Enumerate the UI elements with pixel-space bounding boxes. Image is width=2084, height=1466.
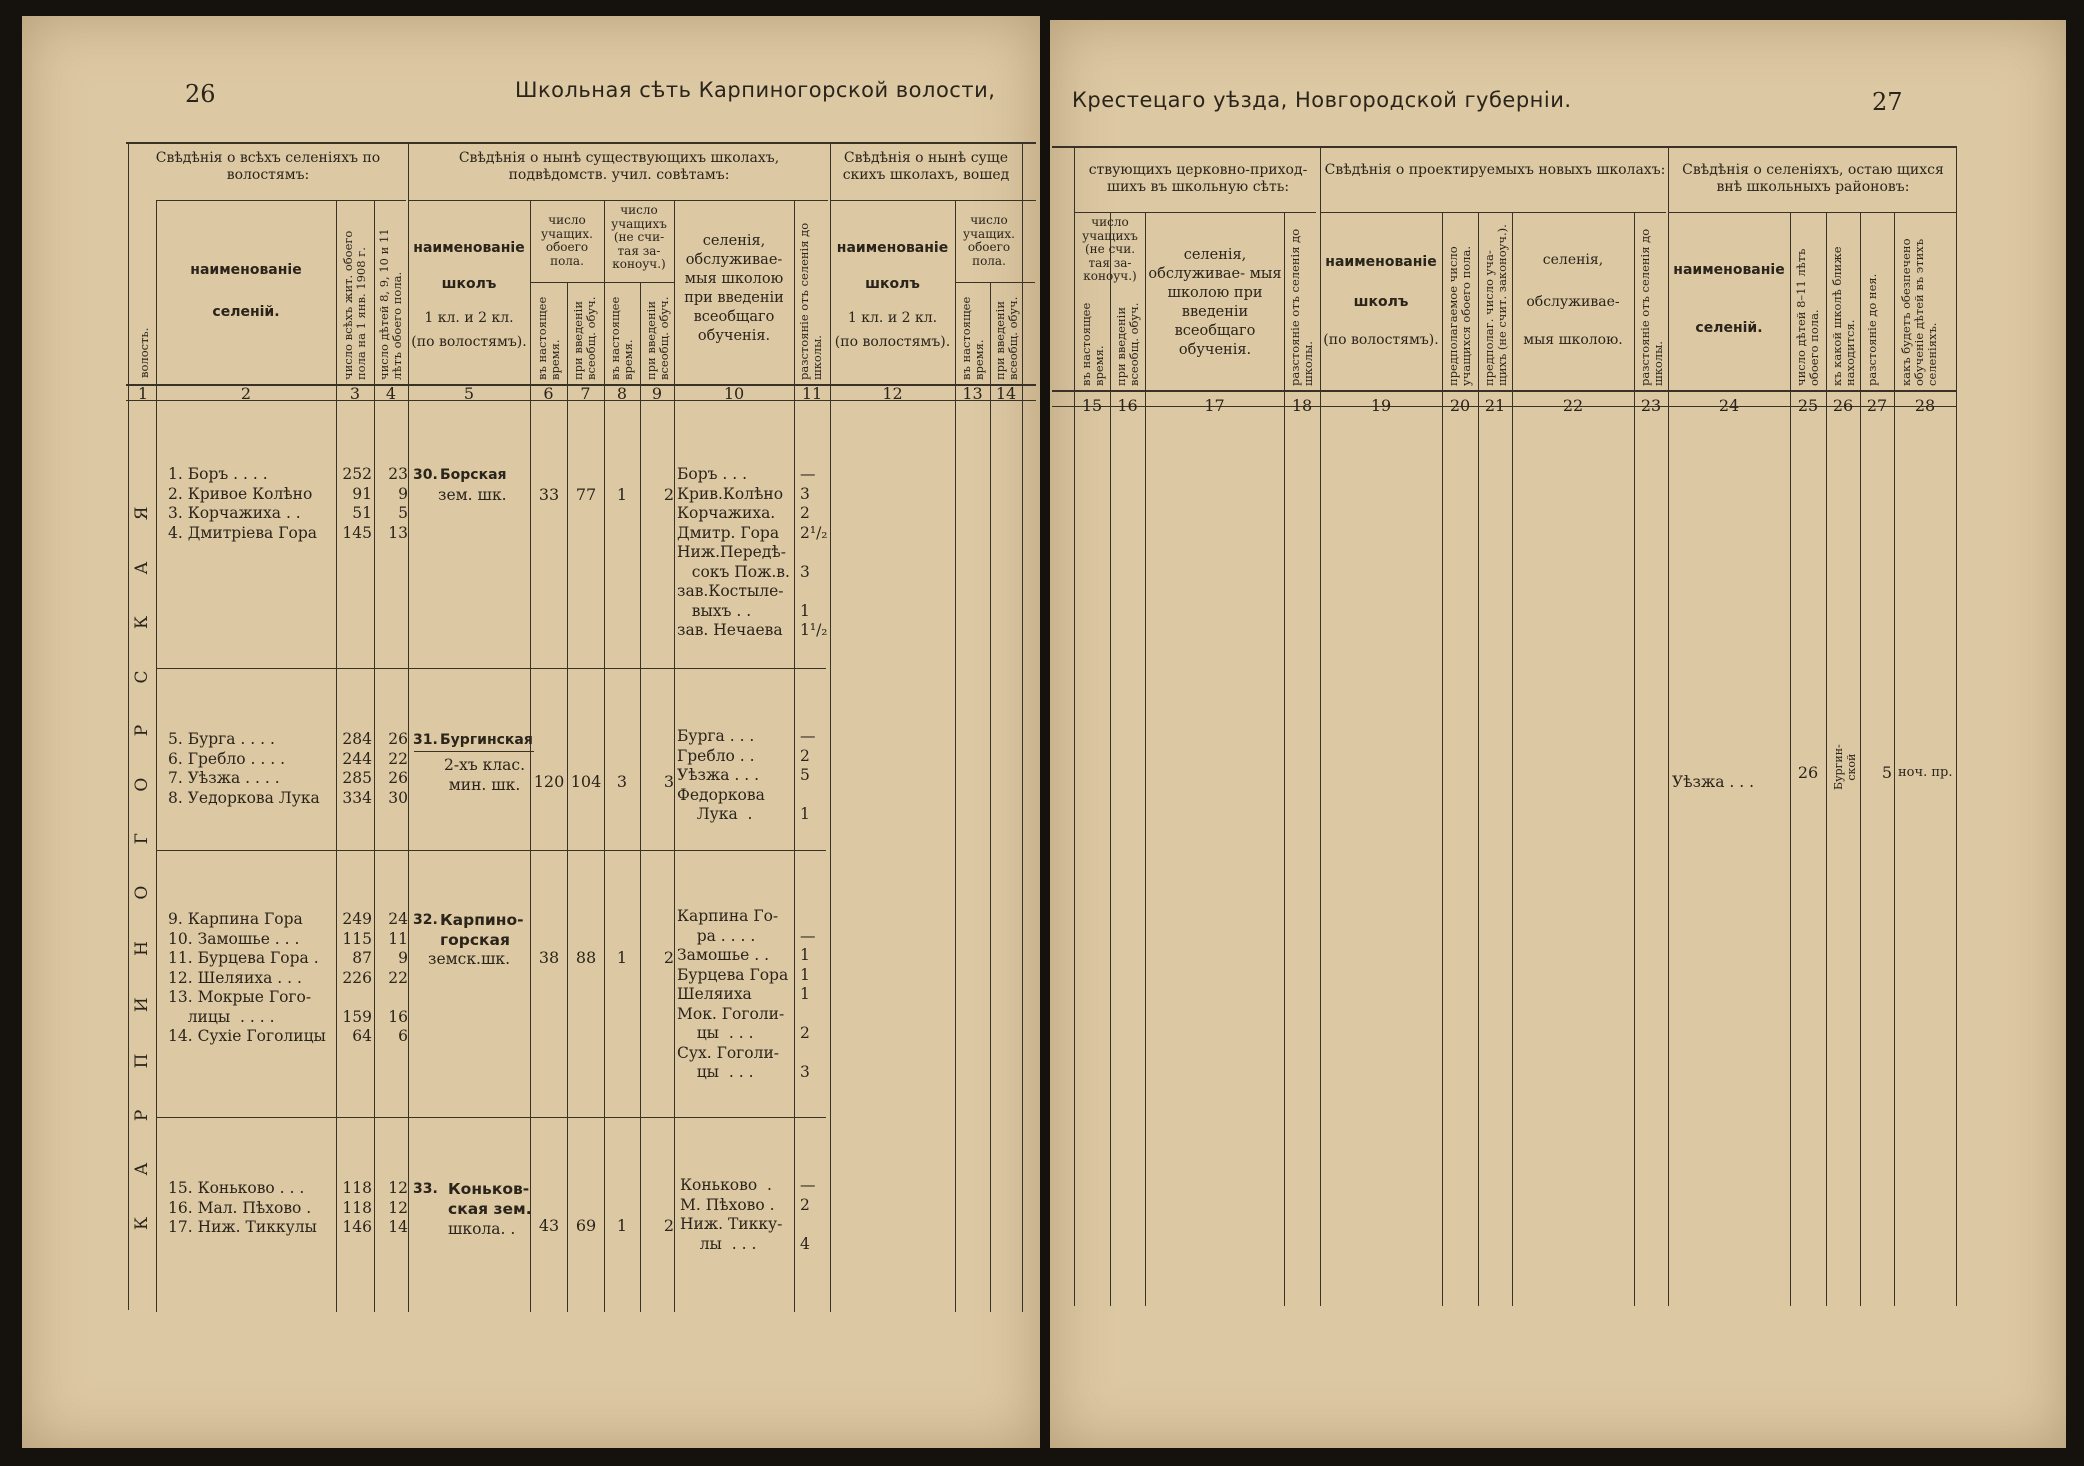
group4-col9: 2 bbox=[663, 1216, 674, 1235]
group3-served: Карпина Го- ра . . . . Замошье . . Бурцева Гора Шеляиха Мок. Гоголи- цы . . . Сух. Гоголи- цы . . . bbox=[677, 907, 789, 1081]
group2-population: 284 244 285 334 bbox=[342, 730, 372, 807]
group2-col8: 3 bbox=[616, 772, 628, 791]
header-nearest-d: къ какой школѣ ближе находится. bbox=[1830, 246, 1857, 386]
col-num: 15 bbox=[1081, 396, 1103, 415]
header-village-name: наименованіе bbox=[190, 262, 302, 278]
group3-school-type: земск.шк. bbox=[428, 950, 511, 968]
group1-population: 252 91 51 145 bbox=[342, 465, 372, 542]
header-school-name-b4: (по волостямъ). bbox=[834, 334, 951, 350]
group3-col8: 1 bbox=[616, 948, 628, 967]
header-served-b: селенія, обслуживае- мыя школою при введеніи всеобщаго обученія. bbox=[1148, 247, 1282, 358]
header-distance-d: разстояніе до нея. bbox=[1865, 273, 1879, 386]
group2-villages: 5. Бурга . . . . 6. Гребло . . . . 7. Уѣзжа . . . . 8. Уедоркова Лука bbox=[168, 730, 320, 807]
group3-school-num: 32. bbox=[413, 912, 438, 928]
group3-col9: 2 bbox=[663, 948, 674, 967]
group4-served: Коньково . М. Пѣхово . Ниж. Тикку- лы . . . bbox=[680, 1176, 783, 1253]
header-distance: разстояніе отъ селенія до школы. bbox=[797, 222, 824, 380]
group3-col6: 38 bbox=[538, 948, 560, 967]
group2-school-type: 2-хъ клас. мин. шк. bbox=[444, 756, 526, 794]
group1-school-type: зем. шк. bbox=[438, 486, 507, 504]
group2-outside-nearest: Бургин- ской bbox=[1832, 744, 1858, 790]
col-num: 10 bbox=[723, 384, 745, 403]
header-distance-b: разстояніе отъ селенія до школы. bbox=[1288, 228, 1315, 386]
group2-school-name: Бургинская bbox=[440, 732, 533, 748]
col-num: 23 bbox=[1640, 396, 1662, 415]
header-pupils: число учащих. обоего пола. bbox=[541, 213, 593, 268]
col-num: 19 bbox=[1370, 396, 1392, 415]
header-univ-a: при введеніи всеобщ. обуч. bbox=[571, 296, 598, 380]
group4-col8: 1 bbox=[616, 1216, 628, 1235]
header-school-c2: школъ bbox=[1353, 294, 1409, 310]
group2-col9: 3 bbox=[663, 772, 674, 791]
header-univ-d: при введеніи всеобщ. обуч. bbox=[1114, 302, 1141, 386]
group2-children: 26 22 26 30 bbox=[388, 730, 408, 807]
group2-school-num: 31. bbox=[413, 732, 438, 748]
header-served-c2: обслуживае- bbox=[1526, 294, 1620, 310]
header-school-c1: наименованіе bbox=[1325, 254, 1437, 270]
col-num: 9 bbox=[651, 384, 663, 403]
col-num: 16 bbox=[1117, 396, 1138, 415]
col-num: 25 bbox=[1797, 396, 1819, 415]
col-num: 7 bbox=[580, 384, 591, 403]
header-group-outside-villages: Свѣдѣнія о селеніяхъ, остаю щихся внѣ школьныхъ районовъ: bbox=[1682, 162, 1944, 195]
group4-school-type: школа. . bbox=[448, 1220, 516, 1238]
col-num: 24 bbox=[1718, 396, 1740, 415]
col-num: 28 bbox=[1914, 396, 1936, 415]
group3-population: 249 115 87 226 159 64 bbox=[342, 910, 372, 1045]
group1-col8: 1 bbox=[616, 485, 628, 504]
col-num: 3 bbox=[349, 384, 361, 403]
col-num: 27 bbox=[1866, 396, 1888, 415]
header-pupils-b: число учащих. обоего пола. bbox=[963, 213, 1015, 268]
col-num: 4 bbox=[385, 384, 397, 403]
header-how-d: какъ будетъ обезпечено обученіе дѣтей въ этихъ селеніяхъ. bbox=[1899, 238, 1939, 386]
header-group-church-schools-cont: ствующихъ церковно-приход- шихъ въ школьную сѣть: bbox=[1088, 162, 1308, 195]
group1-school-name: Борская bbox=[440, 467, 507, 483]
header-group-existing-schools: Свѣдѣнія о нынѣ существующихъ школахъ, подвѣдомств. учил. совѣтамъ: bbox=[458, 150, 780, 183]
group3-distance: — 1 1 1 2 3 bbox=[800, 926, 816, 1081]
group2-distance: — 2 5 1 bbox=[800, 727, 816, 823]
group4-villages: 15. Коньково . . . 16. Мал. Пѣхово . 17. Ниж. Тиккулы bbox=[168, 1179, 317, 1236]
header-volost: волость. bbox=[137, 327, 151, 378]
group4-children: 12 12 14 bbox=[388, 1179, 408, 1236]
header-served: селенія, обслуживае- мыя школою при введеніи всеобщаго обученія. bbox=[684, 233, 784, 344]
col-num: 21 bbox=[1484, 396, 1506, 415]
header-village-d2: селеній. bbox=[1695, 320, 1763, 336]
right-page-number: 27 bbox=[1872, 88, 1903, 116]
group1-col6: 33 bbox=[538, 485, 560, 504]
group2-outside-children: 26 bbox=[1797, 763, 1819, 782]
header-now-a: въ настоящее время. bbox=[535, 296, 562, 380]
group4-col7: 69 bbox=[575, 1216, 597, 1235]
group2-outside-how: ноч. пр. bbox=[1898, 765, 1953, 780]
header-school-name: наименованіе bbox=[413, 240, 525, 256]
header-school-name-b2: школъ bbox=[865, 276, 920, 292]
header-proj-teachers: предполаг. число уча- щихъ (не счит. законоуч.). bbox=[1482, 224, 1509, 386]
group2-outside-village: Уѣзжа . . . bbox=[1672, 773, 1755, 791]
col-num: 1 bbox=[137, 384, 149, 403]
group4-population: 118 118 146 bbox=[342, 1179, 372, 1236]
col-num: 26 bbox=[1832, 396, 1854, 415]
header-now-c: въ настоящее время. bbox=[959, 296, 986, 380]
header-group-church-schools: Свѣдѣнія о нынѣ суще скихъ школахъ, вошед bbox=[842, 150, 1010, 183]
header-univ-c: при введеніи всеобщ. обуч. bbox=[993, 296, 1020, 380]
header-school-name-2: школъ bbox=[441, 276, 497, 292]
header-school-name-b3: 1 кл. и 2 кл. bbox=[847, 310, 938, 326]
title-right: Крестецаго уѣзда, Новгородской губерніи. bbox=[1072, 88, 1572, 112]
left-page-number: 26 bbox=[185, 80, 216, 108]
header-population: число всѣхъ жит. обоего пола на 1 янв. 1908 г. bbox=[341, 230, 368, 380]
header-school-c3: (по волостямъ). bbox=[1323, 332, 1439, 348]
group2-col6: 120 bbox=[533, 772, 565, 791]
group1-villages: 1. Боръ . . . . 2. Кривое Колѣно 3. Корчажиха . . 4. Дмитріева Гора bbox=[168, 465, 317, 542]
group4-distance: — 2 4 bbox=[800, 1176, 816, 1253]
col-num: 14 bbox=[995, 384, 1017, 403]
group1-col7: 77 bbox=[575, 485, 597, 504]
group2-served: Бурга . . . Гребло . . Уѣзжа . . . Федоркова Лука . bbox=[677, 727, 765, 823]
group1-col9: 2 bbox=[663, 485, 674, 504]
header-proj-pupils: предполагаемое число учащихся обоего пола. bbox=[1446, 245, 1473, 386]
col-num: 5 bbox=[463, 384, 475, 403]
header-school-name-b: наименованіе bbox=[836, 240, 949, 256]
group4-school-num: 33. bbox=[413, 1181, 438, 1197]
header-served-c: селенія, bbox=[1542, 252, 1604, 268]
group3-col7: 88 bbox=[575, 948, 597, 967]
col-num: 13 bbox=[962, 384, 983, 403]
col-num: 18 bbox=[1291, 396, 1313, 415]
header-teachers-b: число учащихъ (не счи. тая за- коноуч.) bbox=[1082, 215, 1138, 283]
group3-villages: 9. Карпина Гора 10. Замошье . . . 11. Бурцева Гора . 12. Шеляиха . . . 13. Мокрые Гого- лицы . . . . 14. Сухіе Гоголицы bbox=[168, 910, 326, 1045]
group3-school-name: Карпино- горская bbox=[440, 911, 524, 949]
volost-name: К А Р П И Н О Г О Р С К А Я bbox=[132, 488, 152, 1230]
header-school-name-4: (по волостямъ). bbox=[411, 334, 527, 350]
group1-served: Боръ . . . Крив.Колѣно Корчажиха. Дмитр. Гора Ниж.Передѣ- сокъ Пож.в. зав.Костыле- выхъ . . зав. Нечаева bbox=[677, 465, 790, 639]
group1-distance: — 3 2 2¹/₂ 3 1 1¹/₂ bbox=[800, 465, 828, 639]
col-num: 8 bbox=[616, 384, 628, 403]
header-teachers: число учащихъ (не счи- тая за- коноуч.) bbox=[611, 203, 667, 271]
header-served-c3: мыя школою. bbox=[1523, 332, 1623, 348]
header-children-d: число дѣтей 8–11 лѣтъ обоего пола. bbox=[1794, 248, 1821, 386]
col-num: 11 bbox=[801, 384, 823, 403]
header-school-name-3: 1 кл. и 2 кл. bbox=[424, 310, 514, 326]
col-num: 22 bbox=[1562, 396, 1584, 415]
header-now-b: въ настоящее время. bbox=[608, 296, 635, 380]
header-group-villages: Свѣдѣнія о всѣхъ селеніяхъ по волостямъ: bbox=[155, 150, 381, 183]
header-univ-b: при введеніи всеобщ. обуч. bbox=[644, 296, 671, 380]
col-num: 2 bbox=[240, 384, 252, 403]
group2-outside-distance: 5 bbox=[1881, 763, 1892, 782]
header-village-name-2: селеній. bbox=[212, 304, 280, 320]
group3-children: 24 11 9 22 16 6 bbox=[388, 910, 408, 1045]
header-children: число дѣтей 8, 9, 10 и 11 лѣтъ обоего пола. bbox=[377, 228, 404, 380]
header-distance-c: разстояніе отъ селенія до школы. bbox=[1638, 228, 1665, 386]
col-num: 20 bbox=[1449, 396, 1471, 415]
col-num: 6 bbox=[543, 384, 554, 403]
header-now-d: въ настоящее время. bbox=[1079, 302, 1106, 386]
header-group-projected-schools: Свѣдѣнія о проектируемыхъ новыхъ школахъ: bbox=[1324, 162, 1666, 178]
group2-col7: 104 bbox=[570, 772, 602, 791]
title-left: Школьная сѣть Карпиногорской волости, bbox=[515, 78, 996, 102]
group4-col6: 43 bbox=[538, 1216, 560, 1235]
header-village-d1: наименованіе bbox=[1673, 262, 1785, 278]
col-num: 17 bbox=[1204, 396, 1225, 415]
group4-school-name: Коньков- ская зем. bbox=[448, 1180, 532, 1218]
group1-children: 23 9 5 13 bbox=[388, 465, 408, 542]
col-num: 12 bbox=[882, 384, 903, 403]
group1-school-num: 30. bbox=[413, 467, 438, 483]
